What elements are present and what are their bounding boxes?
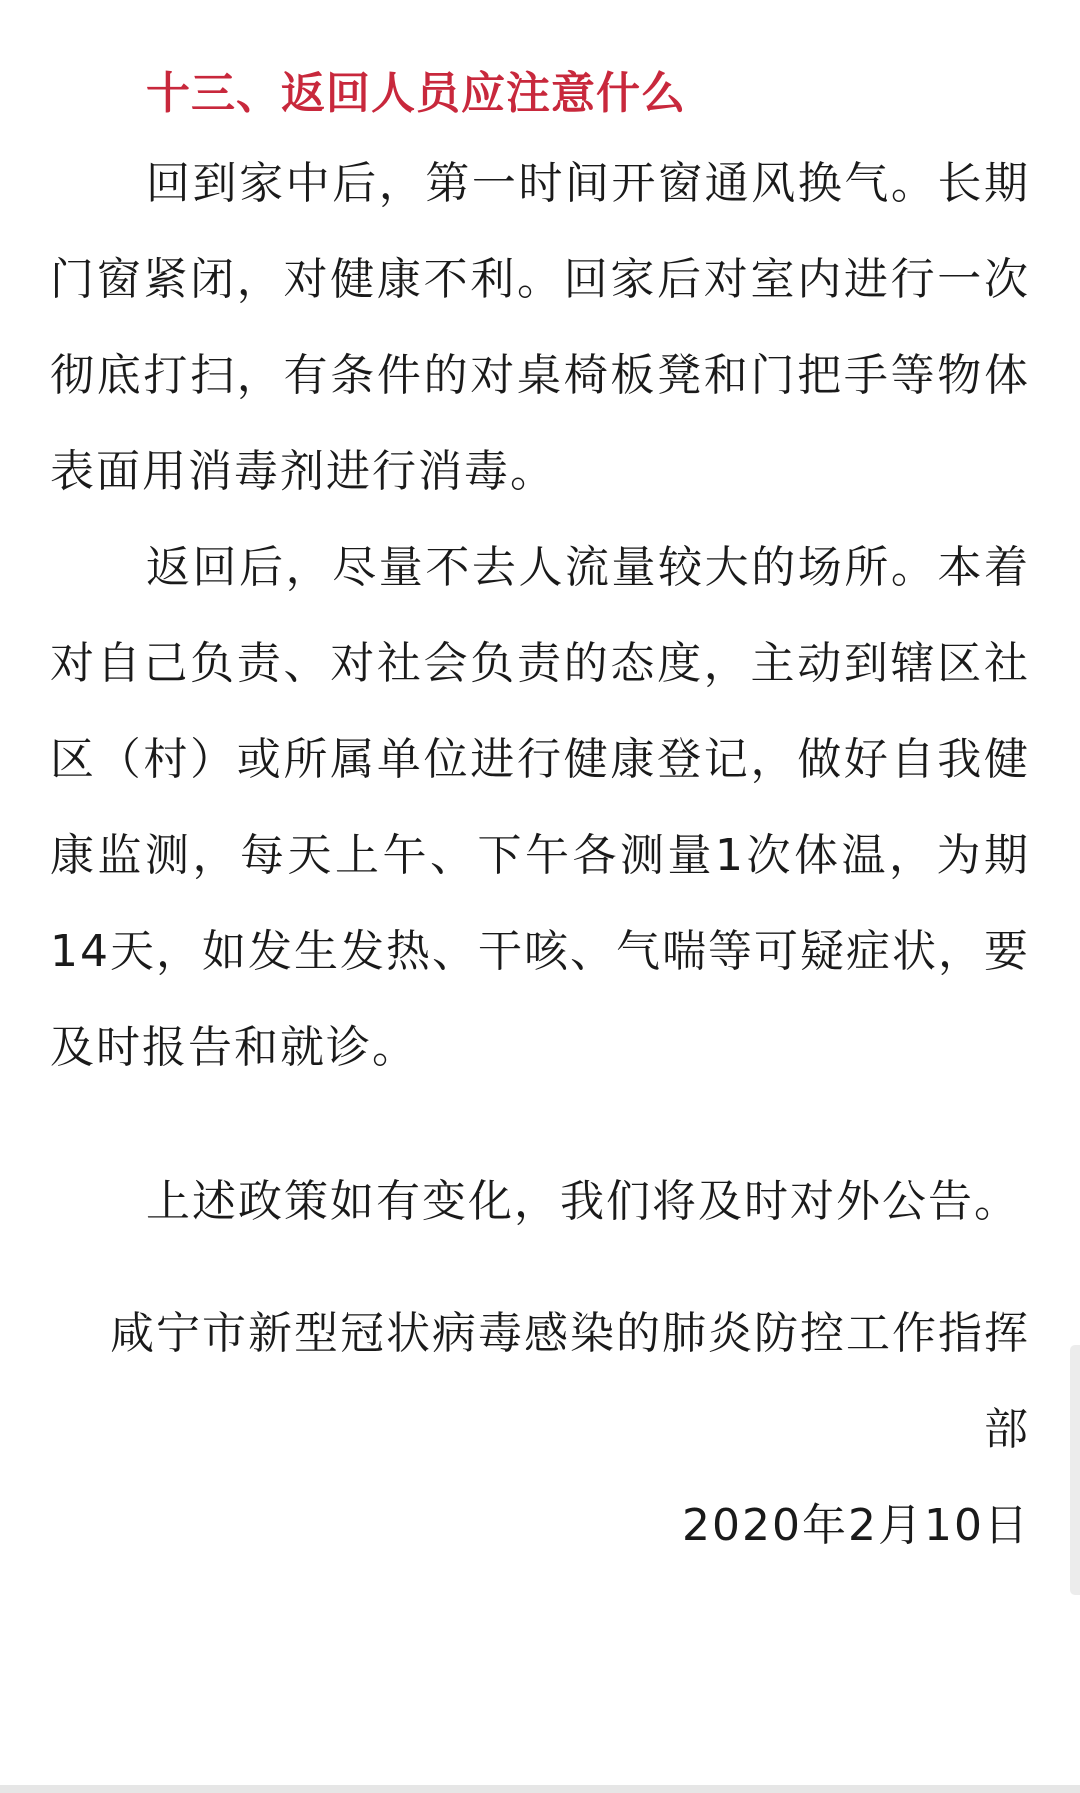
section-title: 十三、返回人员应注意什么 (146, 68, 686, 119)
signature-organization: 咸宁市新型冠状病毒感染的肺炎防控工作指挥部 (110, 1308, 1030, 1455)
paragraph-home-ventilation: 回到家中后，第一时间开窗通风换气。长期门窗紧闭，对健康不利。回家后对室内进行一次彻底打扫，有条件的对桌椅板凳和门把手等物体表面用消毒剂进行消毒。 (50, 158, 1030, 497)
paragraph-health-monitoring: 返回后，尽量不去人流量较大的场所。本着对自己负责、对社会负责的态度，主动到辖区社区（村）或所属单位进行健康登记，做好自我健康监测，每天上午、下午各测量1次体温，为期14天，如发生发热、干咳、气喘等可疑症状，要及时报告和就诊。 (50, 542, 1030, 1073)
spacer (50, 1096, 1030, 1154)
paragraph-closing: 上述政策如有变化，我们将及时对外公告。 (146, 1176, 1020, 1227)
bottom-divider (0, 1785, 1080, 1793)
signature-block (50, 1286, 1030, 1574)
scrollbar[interactable] (1070, 1345, 1080, 1595)
signature-date: 2020年2月10日 (682, 1500, 1030, 1551)
article-body (50, 52, 1030, 1574)
